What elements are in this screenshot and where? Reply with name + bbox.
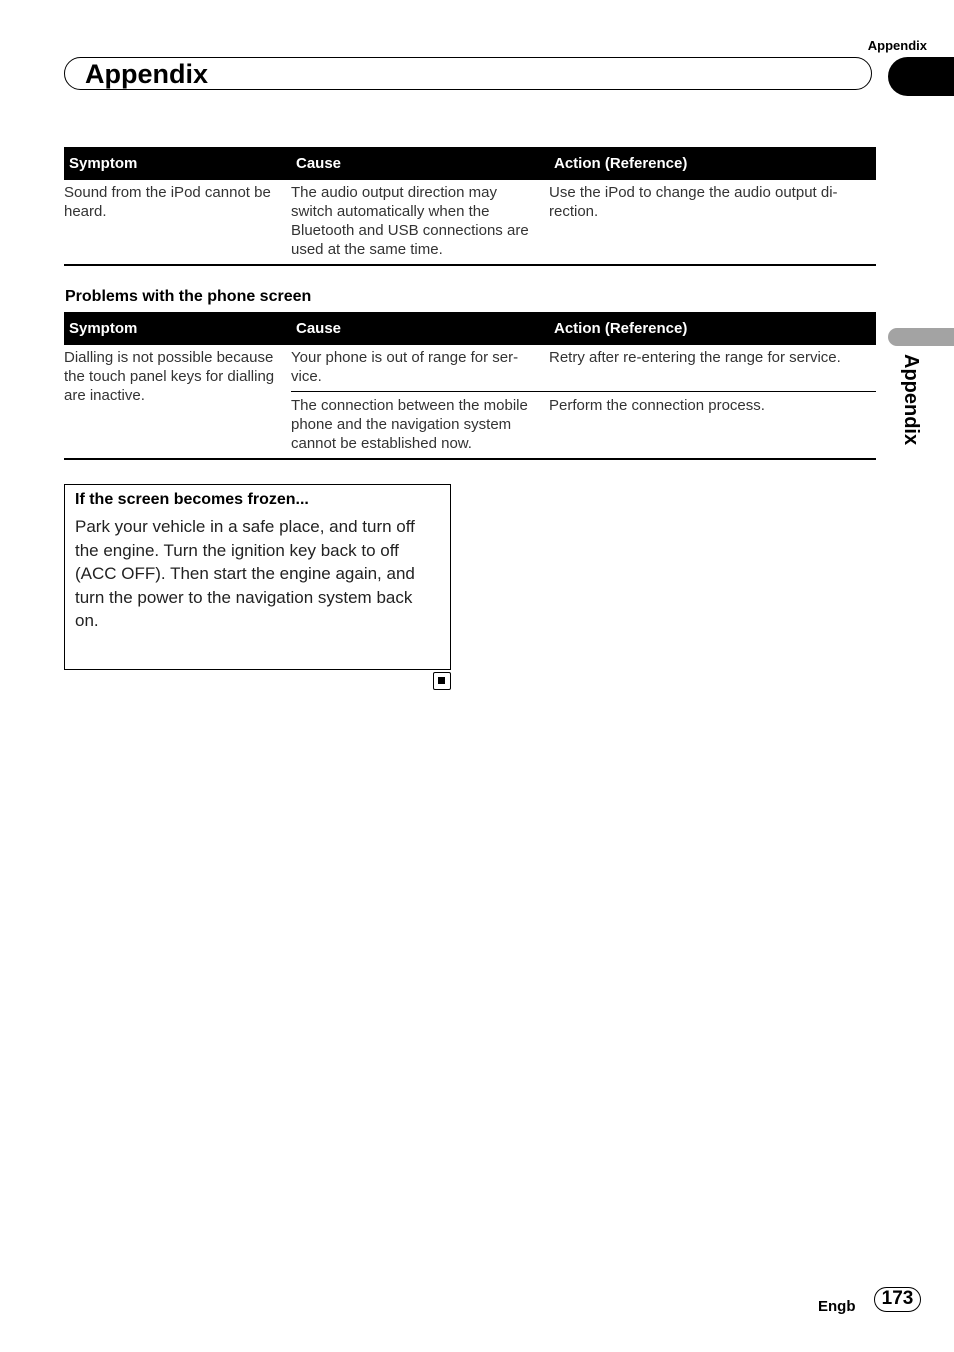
- ipod-troubleshooting-table: [64, 147, 876, 266]
- column-header-symptom: Symptom: [64, 147, 291, 180]
- section-heading: Problems with the phone screen: [65, 288, 312, 305]
- cause-cell: Your phone is out of range for ser-vice.: [291, 349, 519, 385]
- column-header-action: Action (Reference): [549, 312, 876, 345]
- symptom-cell: Dialling is not possible because the touch panel keys for dialling are inactive.: [64, 345, 291, 459]
- table-header-row: [64, 147, 876, 180]
- side-tab-label: Appendix: [900, 354, 922, 446]
- action-cell: Retry after re-entering the range for service.: [549, 349, 841, 366]
- end-of-section-icon: [433, 672, 451, 690]
- table-row: [64, 180, 876, 265]
- section-title-bar: [64, 57, 872, 90]
- note-title: If the screen becomes frozen...: [75, 491, 309, 508]
- column-header-cause: Cause: [291, 312, 549, 345]
- action-cell: Use the iPod to change the audio output di-rection.: [549, 180, 876, 265]
- section-tab-marker: [888, 57, 954, 96]
- column-header-action: Action (Reference): [549, 147, 876, 180]
- column-header-cause: Cause: [291, 147, 549, 180]
- footer-language: Engb: [818, 1298, 856, 1315]
- cause-cell: The audio output direction may switch automatically when the Bluetooth and USB connections are used at the same time.: [291, 180, 549, 265]
- symptom-cell: Sound from the iPod cannot be heard.: [64, 180, 291, 265]
- side-tab-marker: [888, 328, 954, 346]
- note-body: Park your vehicle in a safe place, and turn off the engine. Turn the ignition key back to off (ACC OFF). Then start the engine again, and turn the power to the navigation system back on.: [75, 517, 415, 631]
- phone-screen-troubleshooting-table: [64, 312, 876, 460]
- table-header-row: [64, 312, 876, 345]
- side-tab: [896, 354, 926, 464]
- table-row: [64, 345, 876, 392]
- action-cell: Perform the connection process.: [549, 392, 876, 460]
- running-head: Appendix: [867, 38, 927, 53]
- column-header-symptom: Symptom: [64, 312, 291, 345]
- frozen-screen-note: [64, 484, 451, 670]
- page-title: Appendix: [85, 59, 209, 89]
- cause-cell: The connection between the mobile phone and the navigation system cannot be established now.: [291, 392, 549, 460]
- page-number: 173: [874, 1287, 921, 1312]
